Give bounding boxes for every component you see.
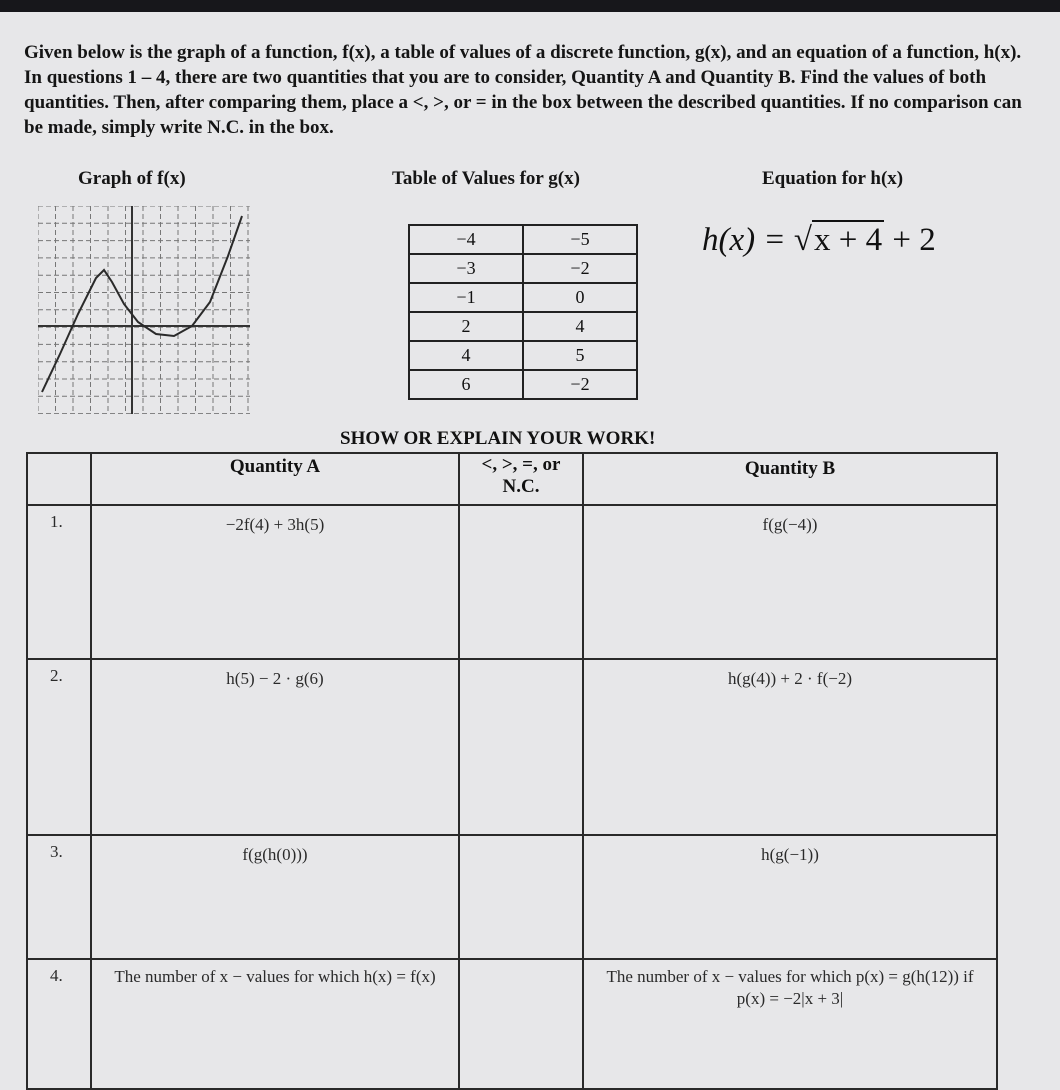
question-number: 2. [27, 659, 91, 835]
gx-value: 0 [523, 283, 637, 312]
quantity-a-header: Quantity A [91, 453, 459, 505]
equation-heading: Equation for h(x) [762, 168, 904, 189]
question-row-1 [27, 505, 997, 659]
x-value: 6 [409, 370, 523, 399]
g-values-table [408, 224, 638, 400]
instructions: Given below is the graph of a function, f(x), a table of values of a discrete function, g(x), and an equation of a function, h(x). In questions 1 – 4, there are two quantities that you are to consider, Quantity A and Quantity B. Find the values of both quantities. Then, after comparing them, place a <, >, or = in the box between the described quantities. If no comparison can be made, simply write N.C. in the box. [24, 42, 1022, 138]
equation-lhs: h(x) = [702, 222, 794, 258]
question-row-4 [27, 959, 997, 1089]
quantity-b-cell[interactable]: h(g(4)) + 2 · f(−2) [583, 659, 997, 835]
x-value: 2 [409, 312, 523, 341]
x-value: −4 [409, 225, 523, 254]
table-heading: Table of Values for g(x) [392, 168, 580, 189]
graph-heading: Graph of f(x) [78, 168, 186, 189]
gx-value: −2 [523, 254, 637, 283]
x-value: −3 [409, 254, 523, 283]
function-curve [42, 216, 242, 392]
gx-value: −5 [523, 225, 637, 254]
question-number: 4. [27, 959, 91, 1089]
quantity-a-cell[interactable]: −2f(4) + 3h(5) [91, 505, 459, 659]
equation-radicand: x + 4 [814, 222, 883, 258]
quantity-b-header: Quantity B [583, 453, 997, 505]
x-value: −1 [409, 283, 523, 312]
table-row [409, 370, 637, 399]
quantity-b-cell[interactable]: The number of x − values for which p(x) = g(h(12)) if p(x) = −2|x + 3| [583, 959, 997, 1089]
question-row-2 [27, 659, 997, 835]
quantity-a-cell[interactable]: The number of x − values for which h(x) = f(x) [91, 959, 459, 1089]
comparison-box[interactable] [459, 659, 583, 835]
question-number: 3. [27, 835, 91, 959]
comparison-box[interactable] [459, 959, 583, 1089]
graph-grid [38, 206, 250, 414]
x-value: 4 [409, 341, 523, 370]
quantity-b-cell[interactable]: f(g(−4)) [583, 505, 997, 659]
header-row [27, 453, 997, 505]
table-row [409, 283, 637, 312]
compare-header: <, >, =, or N.C. [459, 453, 583, 505]
quantity-a-cell[interactable]: f(g(h(0))) [91, 835, 459, 959]
question-row-3 [27, 835, 997, 959]
table-row [409, 225, 637, 254]
gx-value: 4 [523, 312, 637, 341]
equation-tail: + 2 [884, 222, 936, 258]
comparison-box[interactable] [459, 835, 583, 959]
h-equation [702, 222, 936, 259]
radical-sign: √ [793, 222, 813, 258]
table-row [409, 312, 637, 341]
gx-value: −2 [523, 370, 637, 399]
question-number: 1. [27, 505, 91, 659]
number-header [27, 453, 91, 505]
top-bar [0, 0, 1060, 12]
work-title: SHOW OR EXPLAIN YOUR WORK! [340, 428, 656, 449]
questions-table [26, 452, 998, 1090]
table-row [409, 341, 637, 370]
gx-value: 5 [523, 341, 637, 370]
quantity-a-cell[interactable]: h(5) − 2 · g(6) [91, 659, 459, 835]
quantity-b-cell[interactable]: h(g(−1)) [583, 835, 997, 959]
function-graph [38, 206, 250, 414]
comparison-box[interactable] [459, 505, 583, 659]
table-row [409, 254, 637, 283]
